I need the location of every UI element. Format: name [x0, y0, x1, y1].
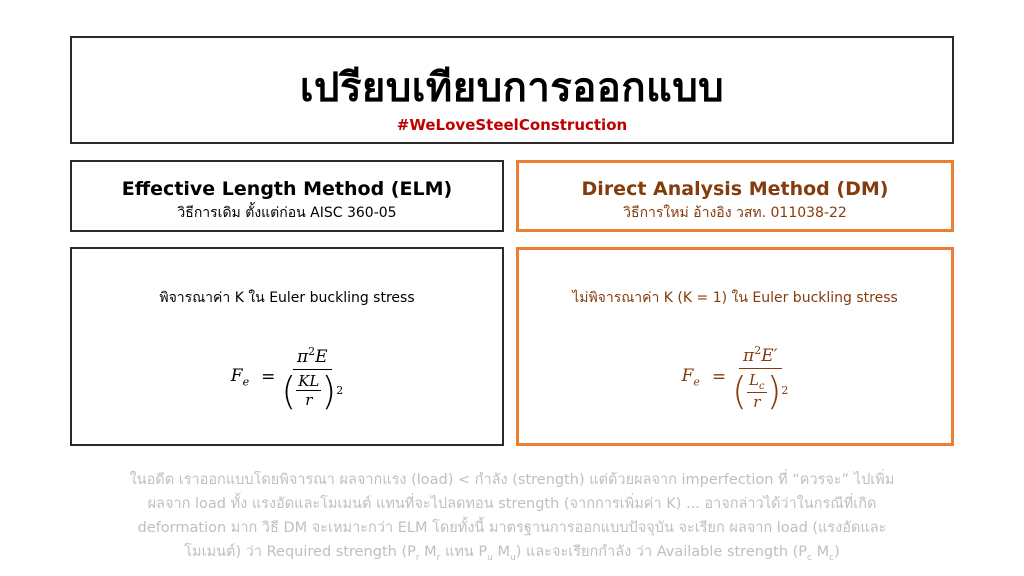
elm-body-box: [70, 247, 504, 446]
footer-line-4: โมเมนต์) ว่า Required strength ($P_r$ $M_r$ แทน $P_u$ $M_u$) และจะเรียกกำลัง ว่า Available strength ($P_c$ $M_c$): [184, 544, 840, 563]
footer-line-3: deformation มาก วิธี DM จะเหมาะกว่า ELM โดยทั้งนี้ มาตรฐานการออกแบบปัจจุบัน จะเรียก ผลจาก load (แรงอัดและ: [137, 520, 887, 536]
hashtag: #WeLoveSteelConstruction: [396, 116, 628, 134]
elm-title: Effective Length Method (ELM): [121, 178, 453, 200]
footer-note: [40, 468, 984, 570]
elm-subtitle: วิธีการเดิม ตั้งแต่ก่อน AISC 360-05: [177, 205, 397, 221]
elm-formula: $F_e$ = $\pi^2E$ ( $\frac{KL}{r}$ ) 2: [230, 344, 344, 413]
elm-header-box: [70, 160, 504, 232]
title-box: [70, 36, 954, 144]
dm-subtitle: วิธีการใหม่ อ้างอิง วสท. 011038-22: [623, 205, 847, 221]
dm-title: Direct Analysis Method (DM): [581, 178, 889, 200]
page-title: เปรียบเทียบการออกแบบ: [299, 65, 725, 111]
footer-line-1: ในอดีต เราออกแบบโดยพิจารณา ผลจากแรง (load) < กำลัง (strength) แต่ด้วยผลจาก imperfection ที่ “ควรจะ” ไปเพิ่ม: [129, 472, 895, 488]
dm-header-box: [516, 160, 954, 232]
footer-line-2: ผลจาก load ทั้ง แรงอัดและโมเมนต์ แทนที่จะไปลดทอน strength (จากการเพิ่มค่า K) ... อาจกล่าวได้ว่าในกรณีที่เกิด: [147, 496, 877, 512]
elm-description: พิจารณาค่า K ใน Euler buckling stress: [159, 290, 415, 306]
dm-formula: $F_e$ = $\pi^2E'$ ( $\frac{L_c}{r}$ ) 2: [681, 343, 789, 413]
dm-description: ไม่พิจารณาค่า K (K = 1) ใน Euler buckling stress: [572, 290, 898, 306]
dm-body-box: [516, 247, 954, 446]
